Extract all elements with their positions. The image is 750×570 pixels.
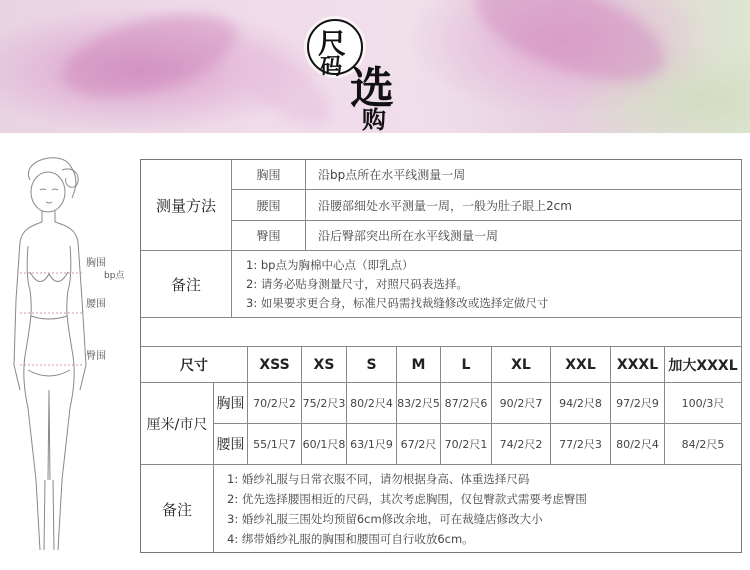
- title-char-xuan: 选: [350, 63, 394, 114]
- waist-cell-s: 63/1尺9: [347, 424, 397, 465]
- bust-cell-s: 80/2尺4: [347, 383, 397, 424]
- size-chart-table: [140, 159, 742, 553]
- body-figure: [0, 150, 140, 566]
- body-sketch: [0, 150, 140, 566]
- petal-decoration: [54, 0, 246, 112]
- bust-cell-l: 87/2尺6: [441, 383, 492, 424]
- header-banner: [0, 0, 750, 133]
- note2-item: 1: 婚纱礼服与日常衣服不同，请勿根据身高、体重选择尺码: [227, 472, 530, 486]
- waist-cell-l: 70/2尺1: [441, 424, 492, 465]
- title-char-gou: 购: [362, 106, 386, 133]
- size-col-plus-xxxl: 加大XXXL: [665, 347, 742, 383]
- waist-cell-m: 67/2尺: [397, 424, 441, 465]
- waist-cell-xss: 55/1尺7: [248, 424, 302, 465]
- bust-cell-plus-xxxl: 100/3尺: [665, 383, 742, 424]
- figure-label-waist: 腰围: [86, 299, 106, 310]
- size-col-xss: XSS: [248, 347, 302, 383]
- unit-label: 厘米/市尺: [141, 383, 214, 465]
- bust-cell-m: 83/2尺5: [397, 383, 441, 424]
- waist-cell-xs: 60/1尺8: [302, 424, 347, 465]
- waist-cell-xl: 74/2尺2: [492, 424, 551, 465]
- note2-item: 2: 优先选择腰围相近的尺码，其次考虑胸围，仅包臀款式需要考虑臀围: [227, 492, 587, 506]
- size-col-xxxl: XXXL: [611, 347, 665, 383]
- figure-label-hip: 臀围: [86, 351, 106, 362]
- bust-cell-xl: 90/2尺7: [492, 383, 551, 424]
- size-col-xs: XS: [302, 347, 347, 383]
- petal-decoration: [462, 0, 677, 102]
- figure-label-bust: 胸围: [86, 258, 106, 269]
- measure-part-waist: 腰围: [232, 190, 306, 221]
- size-col-m: M: [397, 347, 441, 383]
- waist-cell-xxl: 77/2尺3: [551, 424, 611, 465]
- note1-item: 3: 如果要求更合身，标准尺码需找裁缝修改或选择定做尺寸: [246, 296, 549, 310]
- note1-title: 备注: [141, 251, 232, 318]
- waist-cell-plus-xxxl: 84/2尺5: [665, 424, 742, 465]
- note2-item: 3: 婚纱礼服三围处均预留6cm修改余地，可在裁缝店修改大小: [227, 512, 543, 526]
- note2-title: 备注: [141, 465, 214, 553]
- size-col-s: S: [347, 347, 397, 383]
- measure-desc-bust: 沿bp点所在水平线测量一周: [306, 160, 742, 190]
- measure-part-bust: 胸围: [232, 160, 306, 190]
- figure-label-bp: bp点: [104, 271, 125, 281]
- title-char-chi: 尺: [318, 27, 347, 60]
- note2-list: [227, 469, 587, 549]
- note2-item: 4: 绑带婚纱礼服的胸围和腰围可自行收放6cm。: [227, 532, 474, 546]
- note1-item: 2: 请务必贴身测量尺寸，对照尺码表选择。: [246, 277, 468, 291]
- size-header-label: 尺寸: [141, 347, 248, 383]
- spacer-row: [141, 318, 742, 347]
- measure-desc-waist: 沿腰部细处水平测量一周，一般为肚子眼上2cm: [306, 190, 742, 221]
- size-col-xl: XL: [492, 347, 551, 383]
- measure-part-hip: 臀围: [232, 221, 306, 251]
- bust-cell-xss: 70/2尺2: [248, 383, 302, 424]
- bust-cell-xs: 75/2尺3: [302, 383, 347, 424]
- row-label-waist: 腰围: [214, 424, 248, 465]
- measure-method-title: 测量方法: [141, 160, 232, 251]
- waist-cell-xxxl: 80/2尺4: [611, 424, 665, 465]
- measure-desc-hip: 沿后臀部突出所在水平线测量一周: [306, 221, 742, 251]
- note1-item: 1: bp点为胸棉中心点（即乳点）: [246, 258, 414, 272]
- title-char-ma: 码: [320, 55, 343, 80]
- bust-cell-xxl: 94/2尺8: [551, 383, 611, 424]
- note1-list: [246, 256, 548, 313]
- row-label-bust: 胸围: [214, 383, 248, 424]
- bust-cell-xxxl: 97/2尺9: [611, 383, 665, 424]
- size-col-l: L: [441, 347, 492, 383]
- size-col-xxl: XXL: [551, 347, 611, 383]
